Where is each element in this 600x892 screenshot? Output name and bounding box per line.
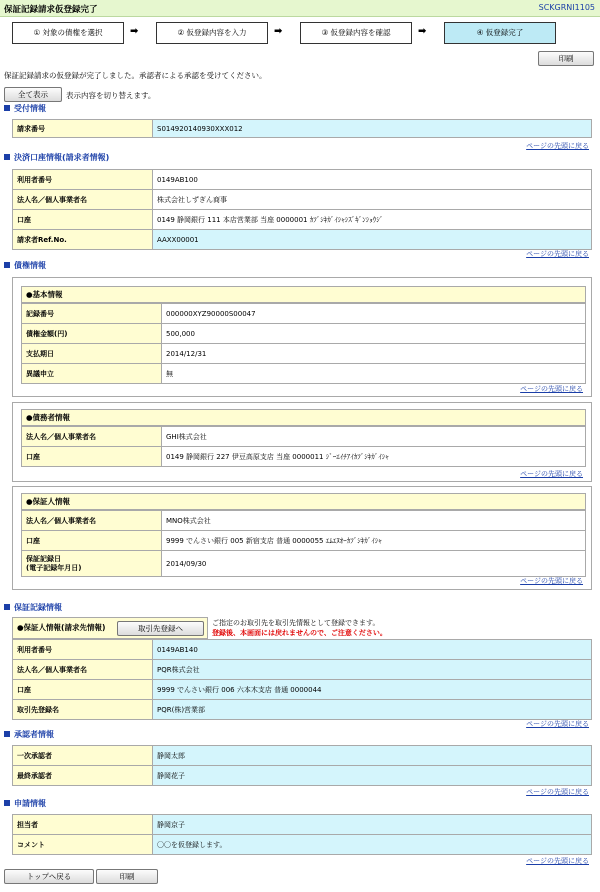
subhead-guarantor: ●保証人情報 xyxy=(21,493,586,510)
section-guarantee xyxy=(4,602,62,613)
row-value: GHI株式会社 xyxy=(162,427,586,447)
section-title: 保証記録情報 xyxy=(14,603,62,612)
table-row xyxy=(13,170,592,190)
row-value: 2014/12/31 xyxy=(162,344,586,364)
row-value: 000000XYZ90000S00047 xyxy=(162,304,586,324)
screen-code: SCKGRNI1105 xyxy=(538,3,595,12)
section-approver xyxy=(4,729,54,740)
guarantee-table xyxy=(12,639,592,720)
table-row xyxy=(22,447,586,467)
row-label: コメント xyxy=(13,835,153,855)
row-value: 2014/09/30 xyxy=(162,551,586,577)
page-top-link[interactable]: ページの先頭に戻る xyxy=(526,788,589,796)
section-title: 申請情報 xyxy=(14,799,46,808)
print-button-bottom[interactable]: 印刷 xyxy=(96,869,158,884)
row-label: 請求番号 xyxy=(13,120,153,138)
guarantor-info-table xyxy=(21,510,586,577)
table-row xyxy=(13,660,592,680)
row-label: 法人名／個人事業者名 xyxy=(13,190,153,210)
row-label: 取引先登録名 xyxy=(13,700,153,720)
row-value: 9999 でんさい銀行 005 新宿支店 普通 0000055 ｴﾑｴﾇｵｰｶﾌﾞｼｷｶﾞｲｼｬ xyxy=(162,531,586,551)
square-bullet-icon xyxy=(4,105,10,111)
step-2: ② 仮登録内容を入力 xyxy=(156,22,268,44)
row-label: 口座 xyxy=(13,210,153,230)
table-row xyxy=(22,551,586,577)
table-row xyxy=(22,324,586,344)
row-value: 静岡太郎 xyxy=(153,746,592,766)
table-row xyxy=(13,190,592,210)
section-title: 債権情報 xyxy=(14,261,46,270)
subhead-debtor: ●債務者情報 xyxy=(21,409,586,426)
application-table xyxy=(12,814,592,855)
guarantor-info-group xyxy=(12,486,592,590)
page-top-link[interactable]: ページの先頭に戻る xyxy=(526,720,589,728)
page-top-link[interactable]: ページの先頭に戻る xyxy=(520,470,583,478)
row-value: AAXX00001 xyxy=(153,230,592,250)
row-label: 請求者Ref.No. xyxy=(13,230,153,250)
row-label: 債権金額(円) xyxy=(22,324,162,344)
table-row xyxy=(22,531,586,551)
step-4-current: ④ 仮登録完了 xyxy=(444,22,556,44)
page-title: 保証記録請求仮登録完了 xyxy=(4,5,98,15)
row-value: MNO株式会社 xyxy=(162,511,586,531)
basic-info-table xyxy=(21,303,586,384)
step-1: ① 対象の債権を選択 xyxy=(12,22,124,44)
subhead-basic: ●基本情報 xyxy=(21,286,586,303)
square-bullet-icon xyxy=(4,154,10,160)
row-value: 静岡京子 xyxy=(153,815,592,835)
row-value: 静岡花子 xyxy=(153,766,592,786)
row-label: 一次承認者 xyxy=(13,746,153,766)
row-value: S014920140930XXX012 xyxy=(153,120,592,138)
row-value: 株式会社しずぎん商事 xyxy=(153,190,592,210)
square-bullet-icon xyxy=(4,800,10,806)
row-label: 法人名／個人事業者名 xyxy=(22,511,162,531)
square-bullet-icon xyxy=(4,604,10,610)
section-reception xyxy=(4,103,46,114)
table-row xyxy=(13,746,592,766)
table-row xyxy=(13,640,592,660)
step-3: ③ 仮登録内容を確認 xyxy=(300,22,412,44)
step-indicator xyxy=(12,22,592,44)
approver-table xyxy=(12,745,592,786)
page-top-link[interactable]: ページの先頭に戻る xyxy=(526,857,589,865)
reception-table xyxy=(12,119,592,138)
show-all-button[interactable]: 全て表示 xyxy=(4,87,62,102)
register-note: ご指定のお取引先を取引先情報として登録できます。 xyxy=(212,619,380,627)
arrow-right-icon: ➡ xyxy=(130,26,139,37)
arrow-right-icon: ➡ xyxy=(274,26,283,37)
row-label: 保証記録日 (電子記録年月日) xyxy=(22,551,162,577)
settlement-table xyxy=(12,169,592,250)
page-top-link[interactable]: ページの先頭に戻る xyxy=(526,250,589,258)
row-value: 〇〇を仮登録します。 xyxy=(153,835,592,855)
table-row xyxy=(13,766,592,786)
table-row xyxy=(13,210,592,230)
row-label: 異議申立 xyxy=(22,364,162,384)
back-to-top-button[interactable]: トップへ戻る xyxy=(4,869,94,884)
section-settlement xyxy=(4,152,109,163)
row-label: 最終承認者 xyxy=(13,766,153,786)
table-row xyxy=(13,700,592,720)
table-row xyxy=(13,835,592,855)
row-value: 無 xyxy=(162,364,586,384)
section-claim xyxy=(4,260,46,271)
row-value: 0149 静岡銀行 227 伊豆高原支店 当座 0000011 ｼﾞｰｴｲﾁｱｲｶﾌﾞｼｷｶﾞｲｼｬ xyxy=(162,447,586,467)
section-title: 承認者情報 xyxy=(14,730,54,739)
table-row xyxy=(22,304,586,324)
row-label: 支払期日 xyxy=(22,344,162,364)
row-label: 法人名／個人事業者名 xyxy=(22,427,162,447)
register-partner-button[interactable]: 取引先登録へ xyxy=(117,621,204,636)
row-value: PQR(株)営業部 xyxy=(153,700,592,720)
row-label: 法人名／個人事業者名 xyxy=(13,660,153,680)
debtor-info-table xyxy=(21,426,586,467)
page-top-link[interactable]: ページの先頭に戻る xyxy=(520,577,583,585)
table-row xyxy=(13,120,592,138)
show-all-description: 表示内容を切り替えます。 xyxy=(66,91,156,100)
print-button-top[interactable]: 印刷 xyxy=(538,51,594,66)
page-top-link[interactable]: ページの先頭に戻る xyxy=(526,142,589,150)
debtor-info-group xyxy=(12,402,592,482)
row-value: 0149AB100 xyxy=(153,170,592,190)
basic-info-group xyxy=(12,277,592,397)
row-label: 利用者番号 xyxy=(13,170,153,190)
square-bullet-icon xyxy=(4,262,10,268)
section-title: 決済口座情報(請求者情報) xyxy=(14,153,110,162)
row-value: PQR株式会社 xyxy=(153,660,592,680)
row-label: 記録番号 xyxy=(22,304,162,324)
register-warning: 登録後、本画面には戻れませんので、ご注意ください。 xyxy=(212,629,387,637)
table-row xyxy=(13,680,592,700)
table-row xyxy=(22,364,586,384)
section-title: 受付情報 xyxy=(14,104,46,113)
table-row xyxy=(22,511,586,531)
table-row xyxy=(22,344,586,364)
completion-message: 保証記録請求の仮登録が完了しました。承認者による承認を受けてください。 xyxy=(4,71,267,80)
table-row xyxy=(13,815,592,835)
row-value: 9999 でんさい銀行 006 六本木支店 普通 0000044 xyxy=(153,680,592,700)
row-label: 口座 xyxy=(22,447,162,467)
row-label: 口座 xyxy=(13,680,153,700)
row-label: 担当者 xyxy=(13,815,153,835)
row-label: 利用者番号 xyxy=(13,640,153,660)
row-label: 口座 xyxy=(22,531,162,551)
row-value: 500,000 xyxy=(162,324,586,344)
arrow-right-icon: ➡ xyxy=(418,26,427,37)
section-application xyxy=(4,798,46,809)
subhead-label: ●保証人情報(請求先情報) xyxy=(17,623,106,632)
page-top-link[interactable]: ページの先頭に戻る xyxy=(520,385,583,393)
table-row xyxy=(22,427,586,447)
table-row xyxy=(13,230,592,250)
row-value: 0149 静岡銀行 111 本店営業部 当座 0000001 ｶﾌﾞｼｷｶﾞｲｼｬｼｽﾞｷﾞﾝｼｮｳｼﾞ xyxy=(153,210,592,230)
square-bullet-icon xyxy=(4,731,10,737)
row-value: 0149AB140 xyxy=(153,640,592,660)
title-bar xyxy=(0,0,600,17)
